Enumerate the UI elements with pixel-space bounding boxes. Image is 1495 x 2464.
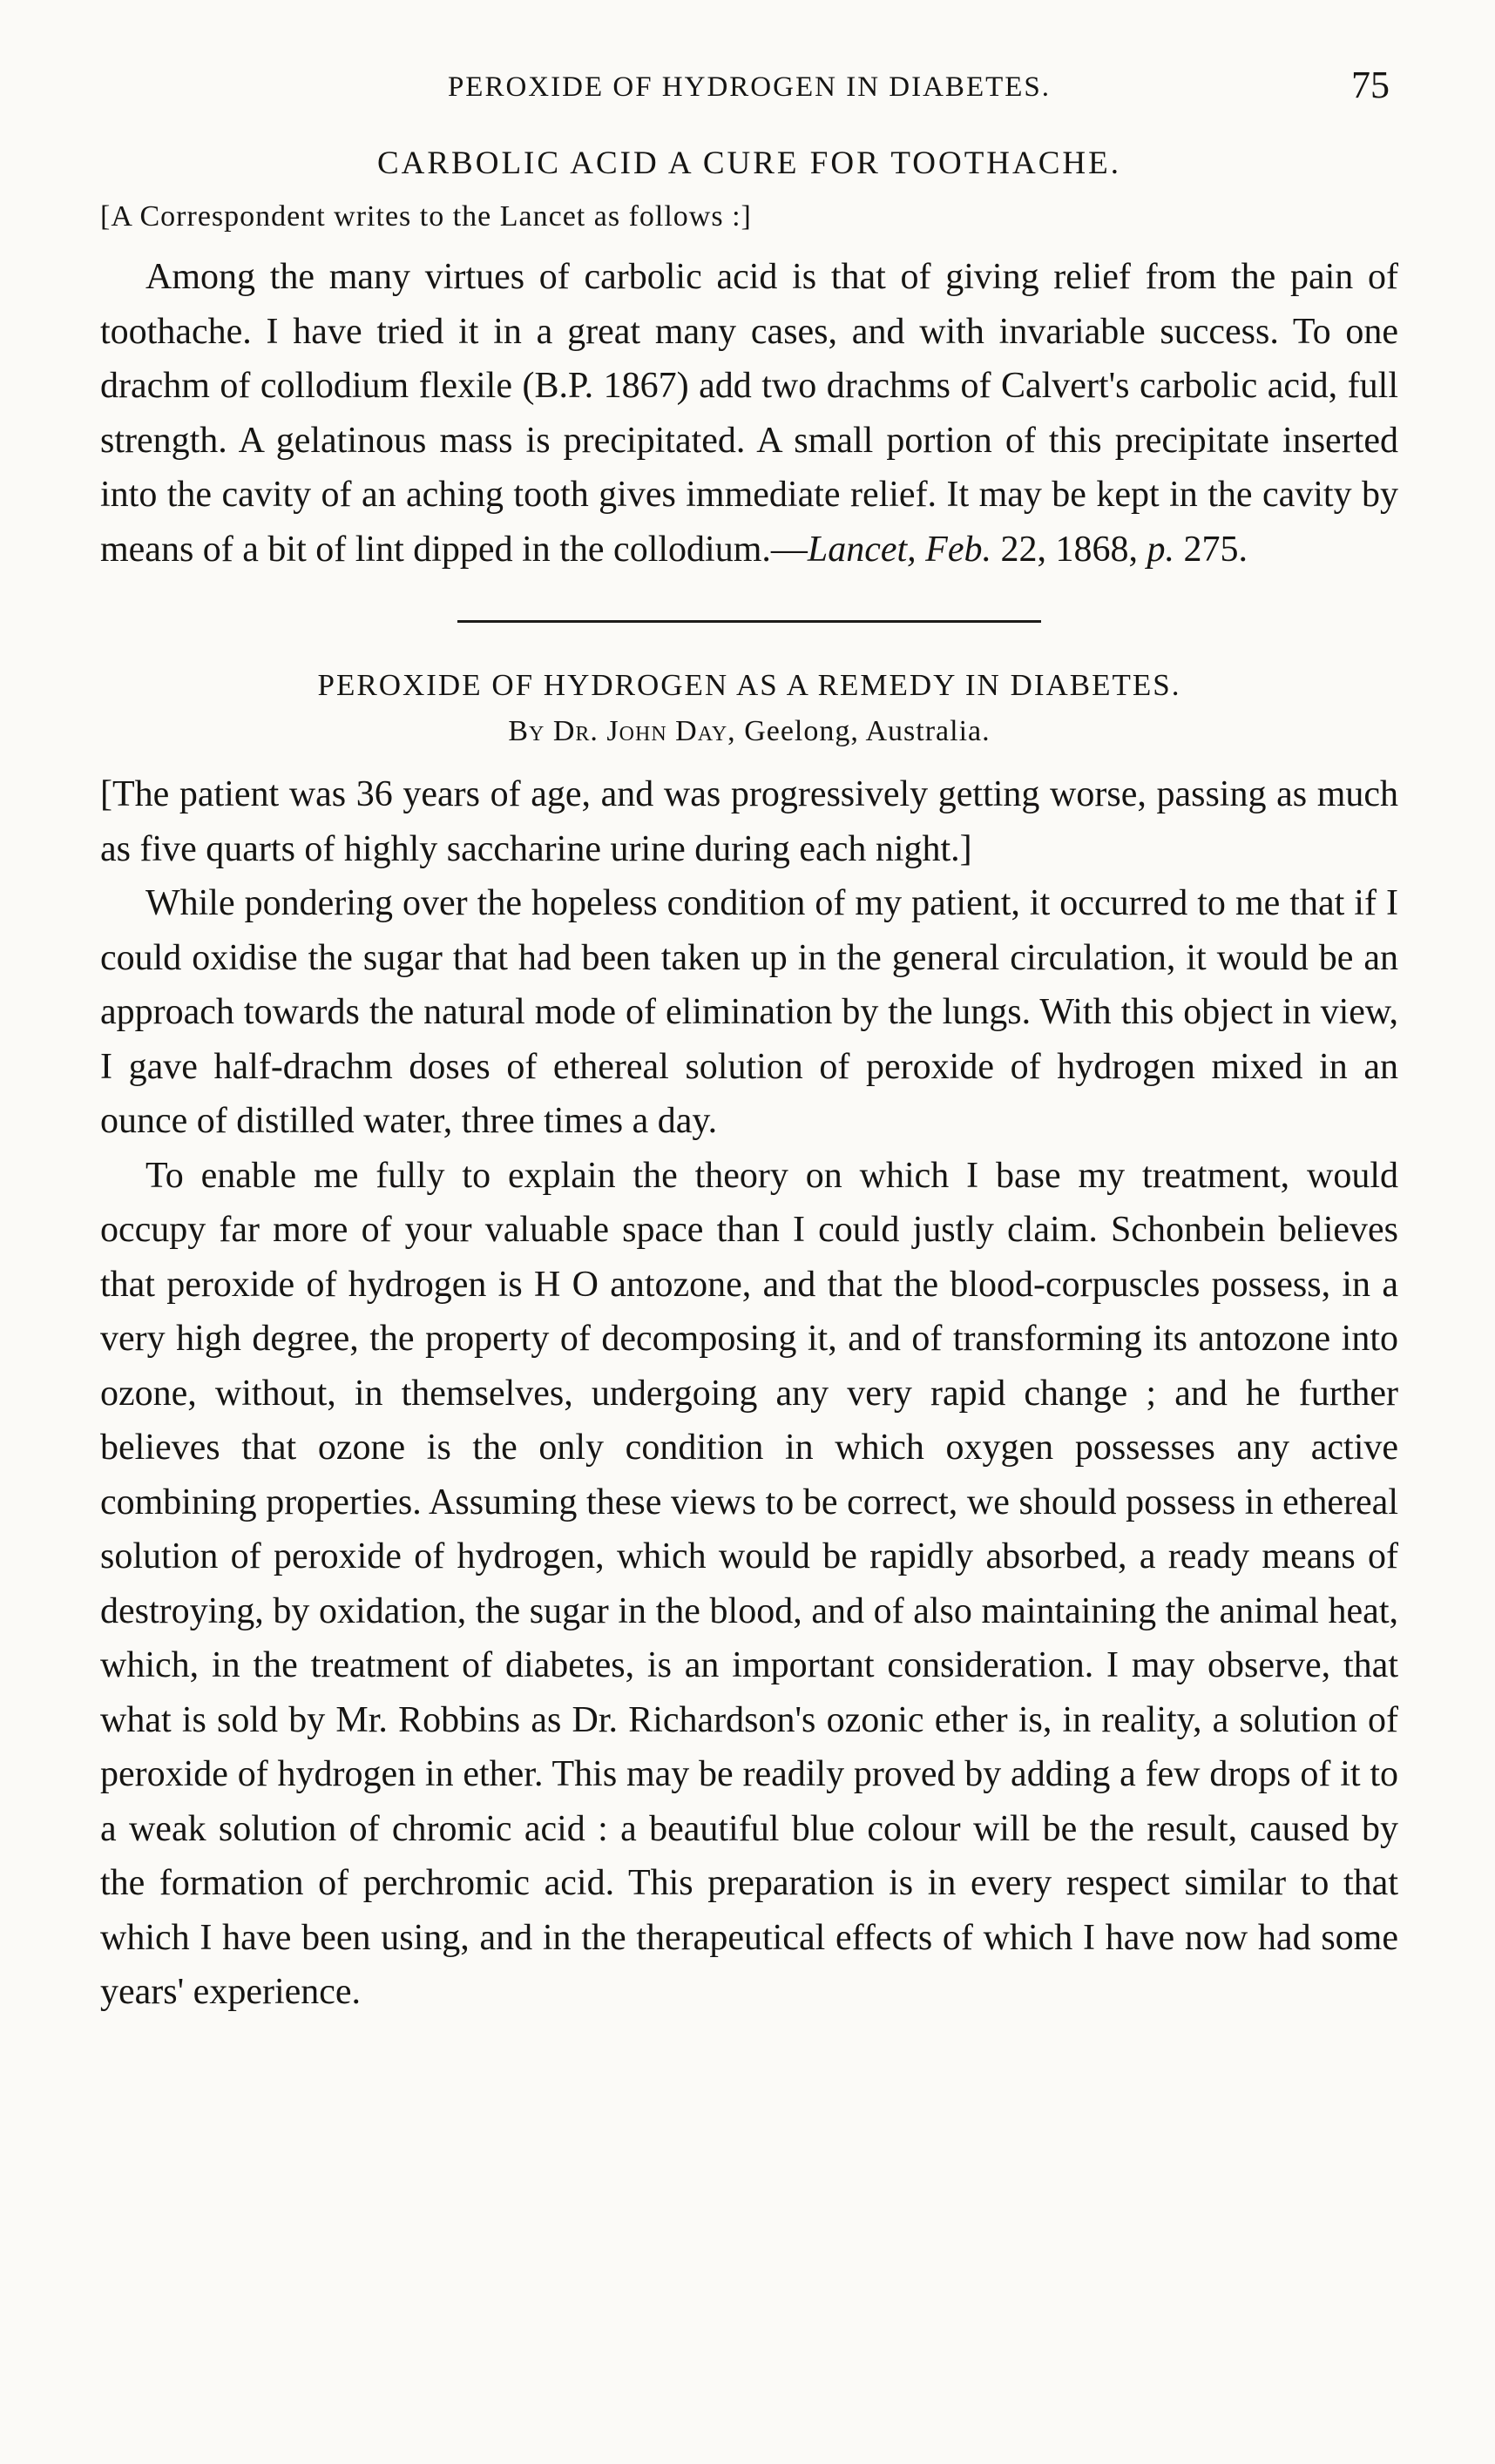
paragraph-theory: To enable me fully to explain the theory on which I base my treatment, would occupy far more of your valuable space than I could justly claim. Schonbein believes that peroxide of hydrogen is H O antozone, and that the blood-corpuscles possess, in a very high degree, the property of decomposing it, and of transforming its antozone into ozone, without, in themselves, undergoing any very rapid change ; and he further believes that ozone is the only condition in which oxygen possesses any active combining properties. Assuming these views to be correct, we should possess in ethereal solution of peroxide of hydrogen, which would be rapidly absorbed, a ready means of destroying, by oxidation, the sugar in the blood, and of also maintaining the animal heat, which, in the treatment of diabetes, is an important consideration. I may observe, that what is sold by Mr. Robbins as Dr. Richardson's ozonic ether is, in reality, a solution of peroxide of hydrogen in ether. This may be readily proved by adding a few drops of it to a weak solution of chromic acid : a beautiful blue colour will be the result, caused by the formation of perchromic acid. This preparation is in every respect similar to that which I have been using, and in the therapeutical effects of which I have now had some years' experience. (100, 1155, 1398, 2012)
toothache-body: Among the many virtues of carbolic acid is that of giving relief from the pain of toothache. I have tried it in a great many cases, and with invariable success. To one drachm of collodium flexile (B.P. 1867) add two drachms of Calvert's carbolic acid, full strength. A gelatinous mass is precipitated. A small portion of this precipitate inserted into the cavity of an aching tooth gives immediate relief. It may be kept in the cavity by means of a bit of lint dipped in the collodium.— (100, 257, 1398, 570)
citation-page-number: 275. (1174, 529, 1248, 570)
page-number: 75 (1351, 64, 1390, 106)
citation-date: 22, 1868, (991, 529, 1147, 570)
running-title: PEROXIDE OF HYDROGEN IN DIABETES. (447, 71, 1052, 103)
correspondent-note: [A Correspondent writes to the Lancet as follows :] (100, 200, 752, 233)
paragraph-pondering: While pondering over the hopeless condition of my patient, it occurred to me that if I could oxidise the sugar that had been taken up in the general circulation, it would be an approach towards the natural mode of elimination by the lungs. With this object in view, I gave half-drachm doses of ethereal solution of peroxide of hydrogen mixed in an ounce of distilled water, three times a day. (100, 883, 1398, 1141)
running-header (100, 52, 1398, 113)
toothache-paragraph (100, 250, 1398, 577)
article-title-toothache: CARBOLIC ACID A CURE FOR TOOTHACHE. (376, 145, 1121, 181)
byline-author: By Dr. John Day, (508, 715, 736, 747)
case-intro: [The patient was 36 years of age, and was progressively getting worse, passing as much as five quarts of highly saccharine urine during each night.] (100, 774, 1398, 869)
byline-place: Geelong, Australia. (744, 715, 991, 747)
byline (100, 715, 1398, 748)
section-divider (457, 620, 1041, 623)
citation-page-label: p. (1147, 529, 1174, 570)
citation-source: Lancet, Feb. (807, 529, 991, 570)
book-page (100, 52, 1398, 2020)
article-title-diabetes: PEROXIDE OF HYDROGEN AS A REMEDY IN DIABETES. (317, 668, 1181, 702)
